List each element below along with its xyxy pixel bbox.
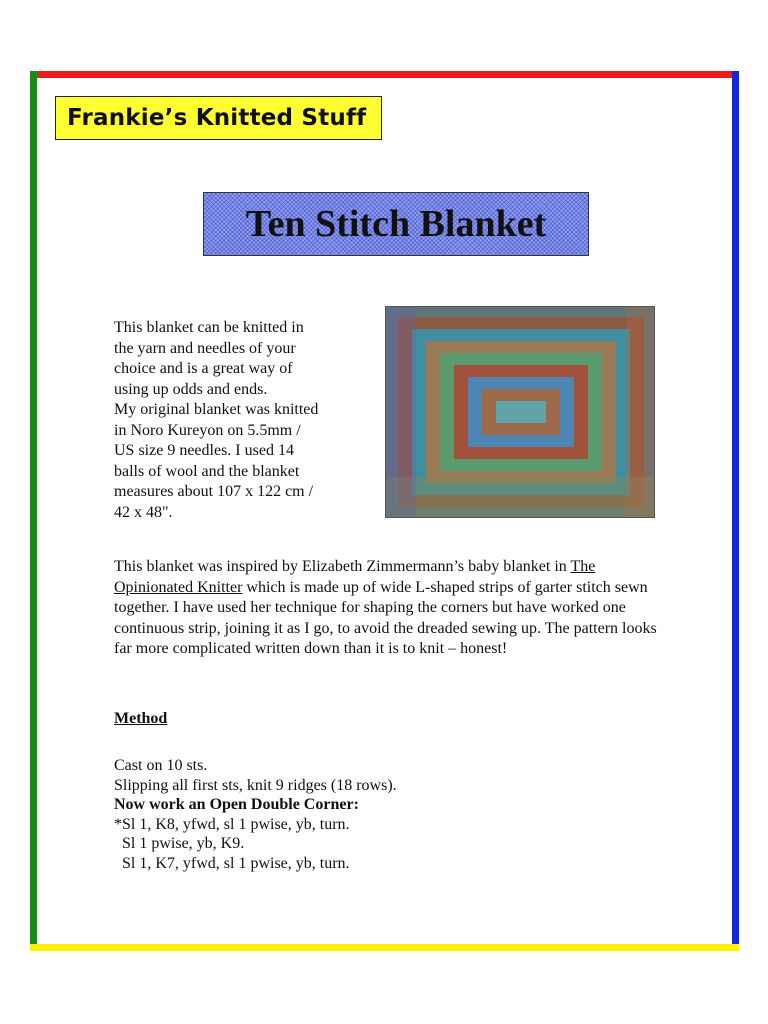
method-step: Sl 1, K7, yfwd, sl 1 pwise, yb, turn. xyxy=(114,854,350,872)
intro-line: the yarn and needles of your xyxy=(114,339,296,357)
border-top-red xyxy=(30,71,739,78)
method-steps xyxy=(114,756,674,873)
intro-line: measures about 107 x 122 cm / xyxy=(114,483,314,500)
intro-line: This blanket can be knitted in xyxy=(114,319,304,336)
method-step: *Sl 1, K8, yfwd, sl 1 pwise, yb, turn. xyxy=(114,815,350,833)
border-left-green xyxy=(30,71,37,951)
blanket-photo-image xyxy=(386,307,655,518)
method-subheading: Now work an Open Double Corner: xyxy=(114,796,359,813)
inspiration-text-start: This blanket was inspired by Elizabeth Zimmermann’s baby blanket in xyxy=(114,558,571,575)
intro-line: US size 9 needles. I used 14 xyxy=(114,442,294,459)
blanket-photo xyxy=(385,306,655,518)
border-bottom-yellow xyxy=(30,944,739,951)
brand-banner xyxy=(55,96,382,140)
method-step: Cast on 10 sts. xyxy=(114,757,208,774)
page-title: Ten Stitch Blanket xyxy=(245,203,547,245)
title-banner xyxy=(203,192,589,256)
method-step: Sl 1 pwise, yb, K9. xyxy=(114,835,245,852)
intro-line: 42 x 48". xyxy=(114,503,173,521)
intro-line: balls of wool and the blanket xyxy=(114,462,300,480)
intro-line: choice and is a great way of xyxy=(114,360,293,377)
border-right-blue xyxy=(732,71,739,951)
intro-line: My original blanket was knitted xyxy=(114,401,319,418)
inspiration-paragraph xyxy=(114,557,674,660)
intro-line: in Noro Kureyon on 5.5mm / xyxy=(114,421,301,439)
inspiration-text-end: which is made up of wide L-shaped strips of garter stitch sewn together. I have used her technique for shaping the corners but have worked one continuous strip, joining it as I go, to avoid the dreaded sewing up. The pattern looks far more complicated written down than it is to knit – honest! xyxy=(114,578,657,657)
intro-text xyxy=(114,318,382,523)
brand-name: Frankie’s Knitted Stuff xyxy=(67,105,367,131)
method-heading: Method xyxy=(114,710,168,727)
method-step: Slipping all first sts, knit 9 ridges (18 rows). xyxy=(114,776,397,794)
intro-line: using up odds and ends. xyxy=(114,380,268,398)
book-title: The Opinionated Knitter xyxy=(114,558,596,596)
